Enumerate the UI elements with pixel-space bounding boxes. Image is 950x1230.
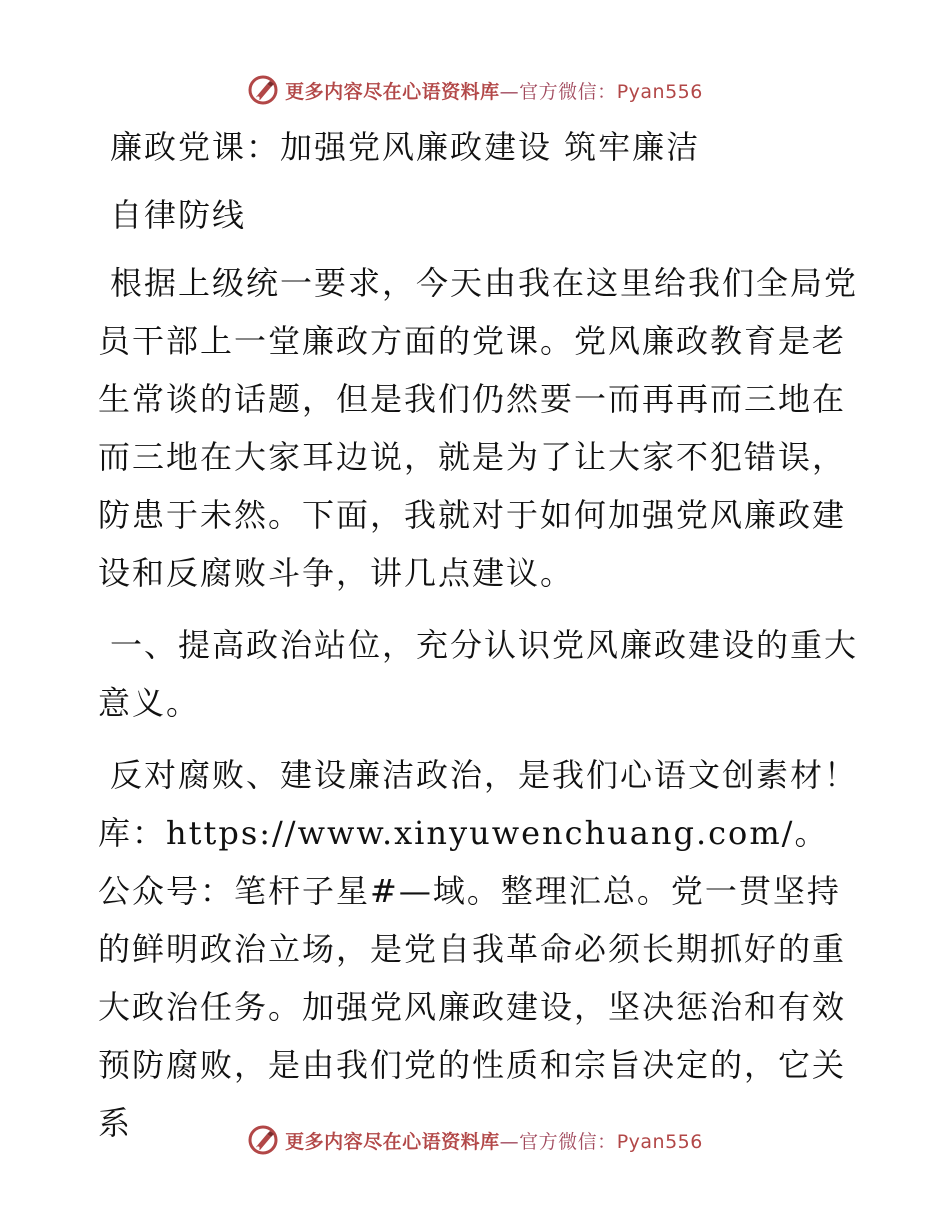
document-title-line1: 廉政党课：加强党风廉政建设 筑牢廉洁 (110, 128, 701, 166)
banner-wechat-label: —官方微信： (499, 1130, 617, 1153)
banner-site-name: 更多内容尽在心语资料库 (285, 80, 500, 103)
document-body (98, 118, 858, 1166)
banner-wechat-label: —官方微信： (499, 80, 617, 103)
banner-text (285, 77, 703, 104)
paragraph-body: 反对腐败、建设廉洁政治，是我们心语文创素材！库：https://www.xinyuwenchuang.com/。公众号：笔杆子星#—域。整理汇总。党一贯坚持的鲜明政治立场，是党自我革命必须长期抓好的重大政治任务。加强党风廉政建设，坚决惩治和有效预防腐败，是由我们党的性质和宗旨决定的，它关系 (98, 756, 859, 1142)
paragraph-heading-one: 一、提高政治站位，充分认识党风廉政建设的重大意义。 (98, 626, 859, 722)
pen-logo-icon (247, 74, 279, 106)
header-watermark-banner (0, 70, 950, 110)
banner-site-name: 更多内容尽在心语资料库 (285, 1130, 500, 1153)
banner-text-footer (285, 1127, 703, 1154)
paragraph-intro: 根据上级统一要求，今天由我在这里给我们全局党员干部上一堂廉政方面的党课。党风廉政教育是老生常谈的话题，但是我们仍然要一而再再而三地在而三地在大家耳边说，就是为了让大家不犯错误，防患于未然。下面，我就对于如何加强党风廉政建设和反腐败斗争，讲几点建议。 (98, 264, 859, 592)
banner-wechat-id: Pyan556 (616, 1130, 703, 1153)
banner-wechat-id: Pyan556 (616, 80, 703, 103)
pen-logo-icon (247, 1124, 279, 1156)
banner-inner (247, 74, 703, 106)
document-title-line2: 自律防线 (110, 196, 247, 234)
banner-inner-footer (247, 1124, 703, 1156)
footer-watermark-banner (0, 1120, 950, 1160)
